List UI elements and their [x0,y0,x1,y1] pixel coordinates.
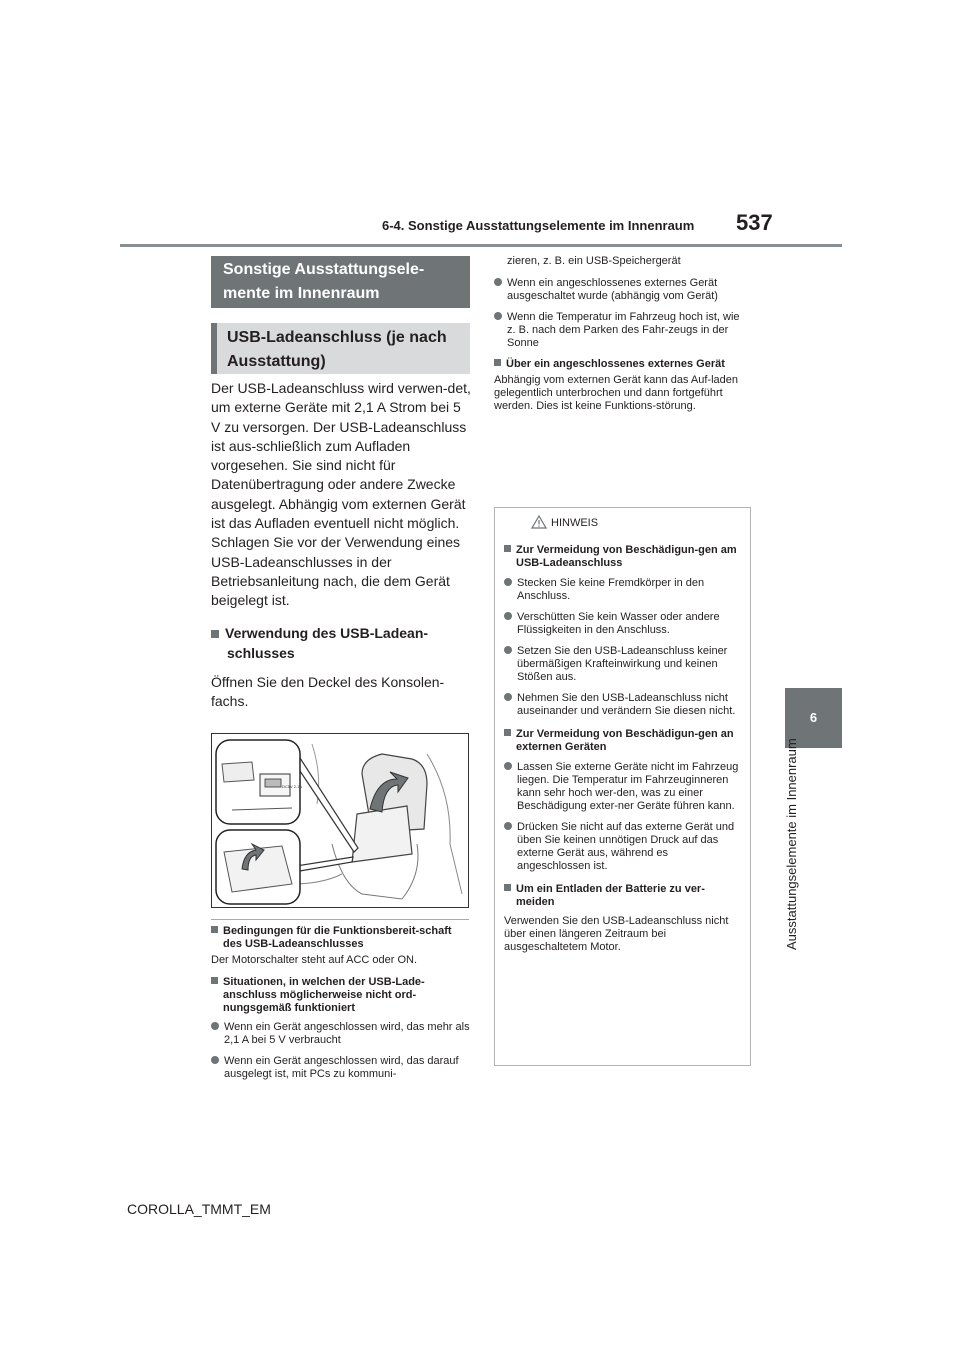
notice-box [494,507,751,1066]
notice-bullet: Lassen Sie externe Geräte nicht im Fahrzeug liegen. Die Temperatur im Fahrzeuginneren kann sehr hoch wer-den, was zu einer Beschädigung exter-ner Geräte führen kann. [504,761,740,813]
notes-left [211,925,473,1089]
section-title: 6-4. Sonstige Ausstattungselemente im Innenraum [382,218,695,233]
notes-right [494,255,750,422]
notice-bullet: Verschütten Sie kein Wasser oder andere Flüssigkeiten in den Anschluss. [504,611,740,637]
sub-heading: USB-Ladeanschluss (je nach Ausstattung) [211,323,470,374]
note-bullet: Wenn ein Gerät angeschlossen wird, das mehr als 2,1 A bei 5 V verbraucht [211,1021,473,1047]
usage-heading: Verwendung des USB-Ladean-schlusses [211,623,473,663]
notice-bullet: Nehmen Sie den USB-Ladeanschluss nicht auseinander und verändern Sie diesen nicht. [504,692,740,718]
notice-heading: Zur Vermeidung von Beschädigun-gen am USB-Ladeanschluss [504,544,740,570]
notes-divider [211,919,469,920]
warning-triangle-icon [531,515,547,529]
notice-body [504,544,740,963]
console-illustration [211,733,469,908]
note-bullet: Wenn ein Gerät angeschlossen wird, das darauf ausgelegt ist, mit PCs zu kommuni- [211,1055,473,1081]
notice-heading: Zur Vermeidung von Beschädigun-gen an externen Geräten [504,728,740,754]
notice-text: Verwenden Sie den USB-Ladeanschluss nicht über einen längeren Zeitraum bei ausgeschaltetem Motor. [504,915,729,953]
header-rule [120,244,842,247]
note-text: Der Motorschalter steht auf ACC oder ON. [211,954,418,966]
footer-code: COROLLA_TMMT_EM [127,1201,271,1217]
usage-text: Öffnen Sie den Deckel des Konsolen-fachs. [211,673,445,709]
note-heading: Situationen, in welchen der USB-Lade-anschluss möglicherweise nicht ord-nungsgemäß funktioniert [211,976,473,1015]
notice-heading: Um ein Entladen der Batterie zu ver-meiden [504,883,740,909]
note-continuation: zieren, z. B. ein USB-Speichergerät [507,255,681,267]
note-bullet: Wenn ein angeschlossenes externes Gerät ausgeschaltet wurde (abhängig vom Gerät) [494,277,750,303]
page-number: 537 [736,210,773,235]
note-text: Abhängig vom externen Gerät kann das Auf-laden gelegentlich unterbrochen und dann fortgeführt werden. Dies ist keine Funktions-störung. [494,374,738,412]
intro-column [211,379,473,711]
intro-text: Der USB-Ladeanschluss wird verwen-det, um externe Geräte mit 2,1 A Strom bei 5 V zu versorgen. Der USB-Ladeanschluss ist aus-schließlich zum Aufladen vorgesehen. Sie sind nicht für Datenübertragung oder andere Zwecke ausgelegt. Abhängig vom externen Gerät ist das Aufladen eventuell nicht möglich. Schlagen Sie vor der Verwendung eines USB-Ladeanschlusses in der Betriebsanleitung nach, die dem Gerät beigelegt ist. [211,380,471,609]
note-heading: Bedingungen für die Funktionsbereit-schaft des USB-Ladeanschlusses [211,925,473,951]
notice-bullet: Stecken Sie keine Fremdkörper in den Anschluss. [504,577,740,603]
note-bullet: Wenn die Temperatur im Fahrzeug hoch ist, wie z. B. nach dem Parken des Fahr-zeugs in der Sonne [494,311,750,350]
notice-bullet: Drücken Sie nicht auf das externe Gerät und üben Sie keinen unnötigen Druck auf das externe Gerät aus, während es angeschlossen ist. [504,821,740,873]
notice-title: HINWEIS [551,517,599,529]
main-heading: Sonstige Ausstattungsele-mente im Innenraum [211,256,470,308]
usb-port-label: DC5V 2.1A [282,784,303,789]
chapter-tab[interactable]: 6 [785,688,842,748]
chapter-tab-label: Ausstattungselemente im Innenraum [784,738,799,950]
note-heading: Über ein angeschlossenes externes Gerät [494,358,750,371]
notice-bullet: Setzen Sie den USB-Ladeanschluss keiner übermäßigen Krafteinwirkung und keinen Stößen aus. [504,645,740,684]
